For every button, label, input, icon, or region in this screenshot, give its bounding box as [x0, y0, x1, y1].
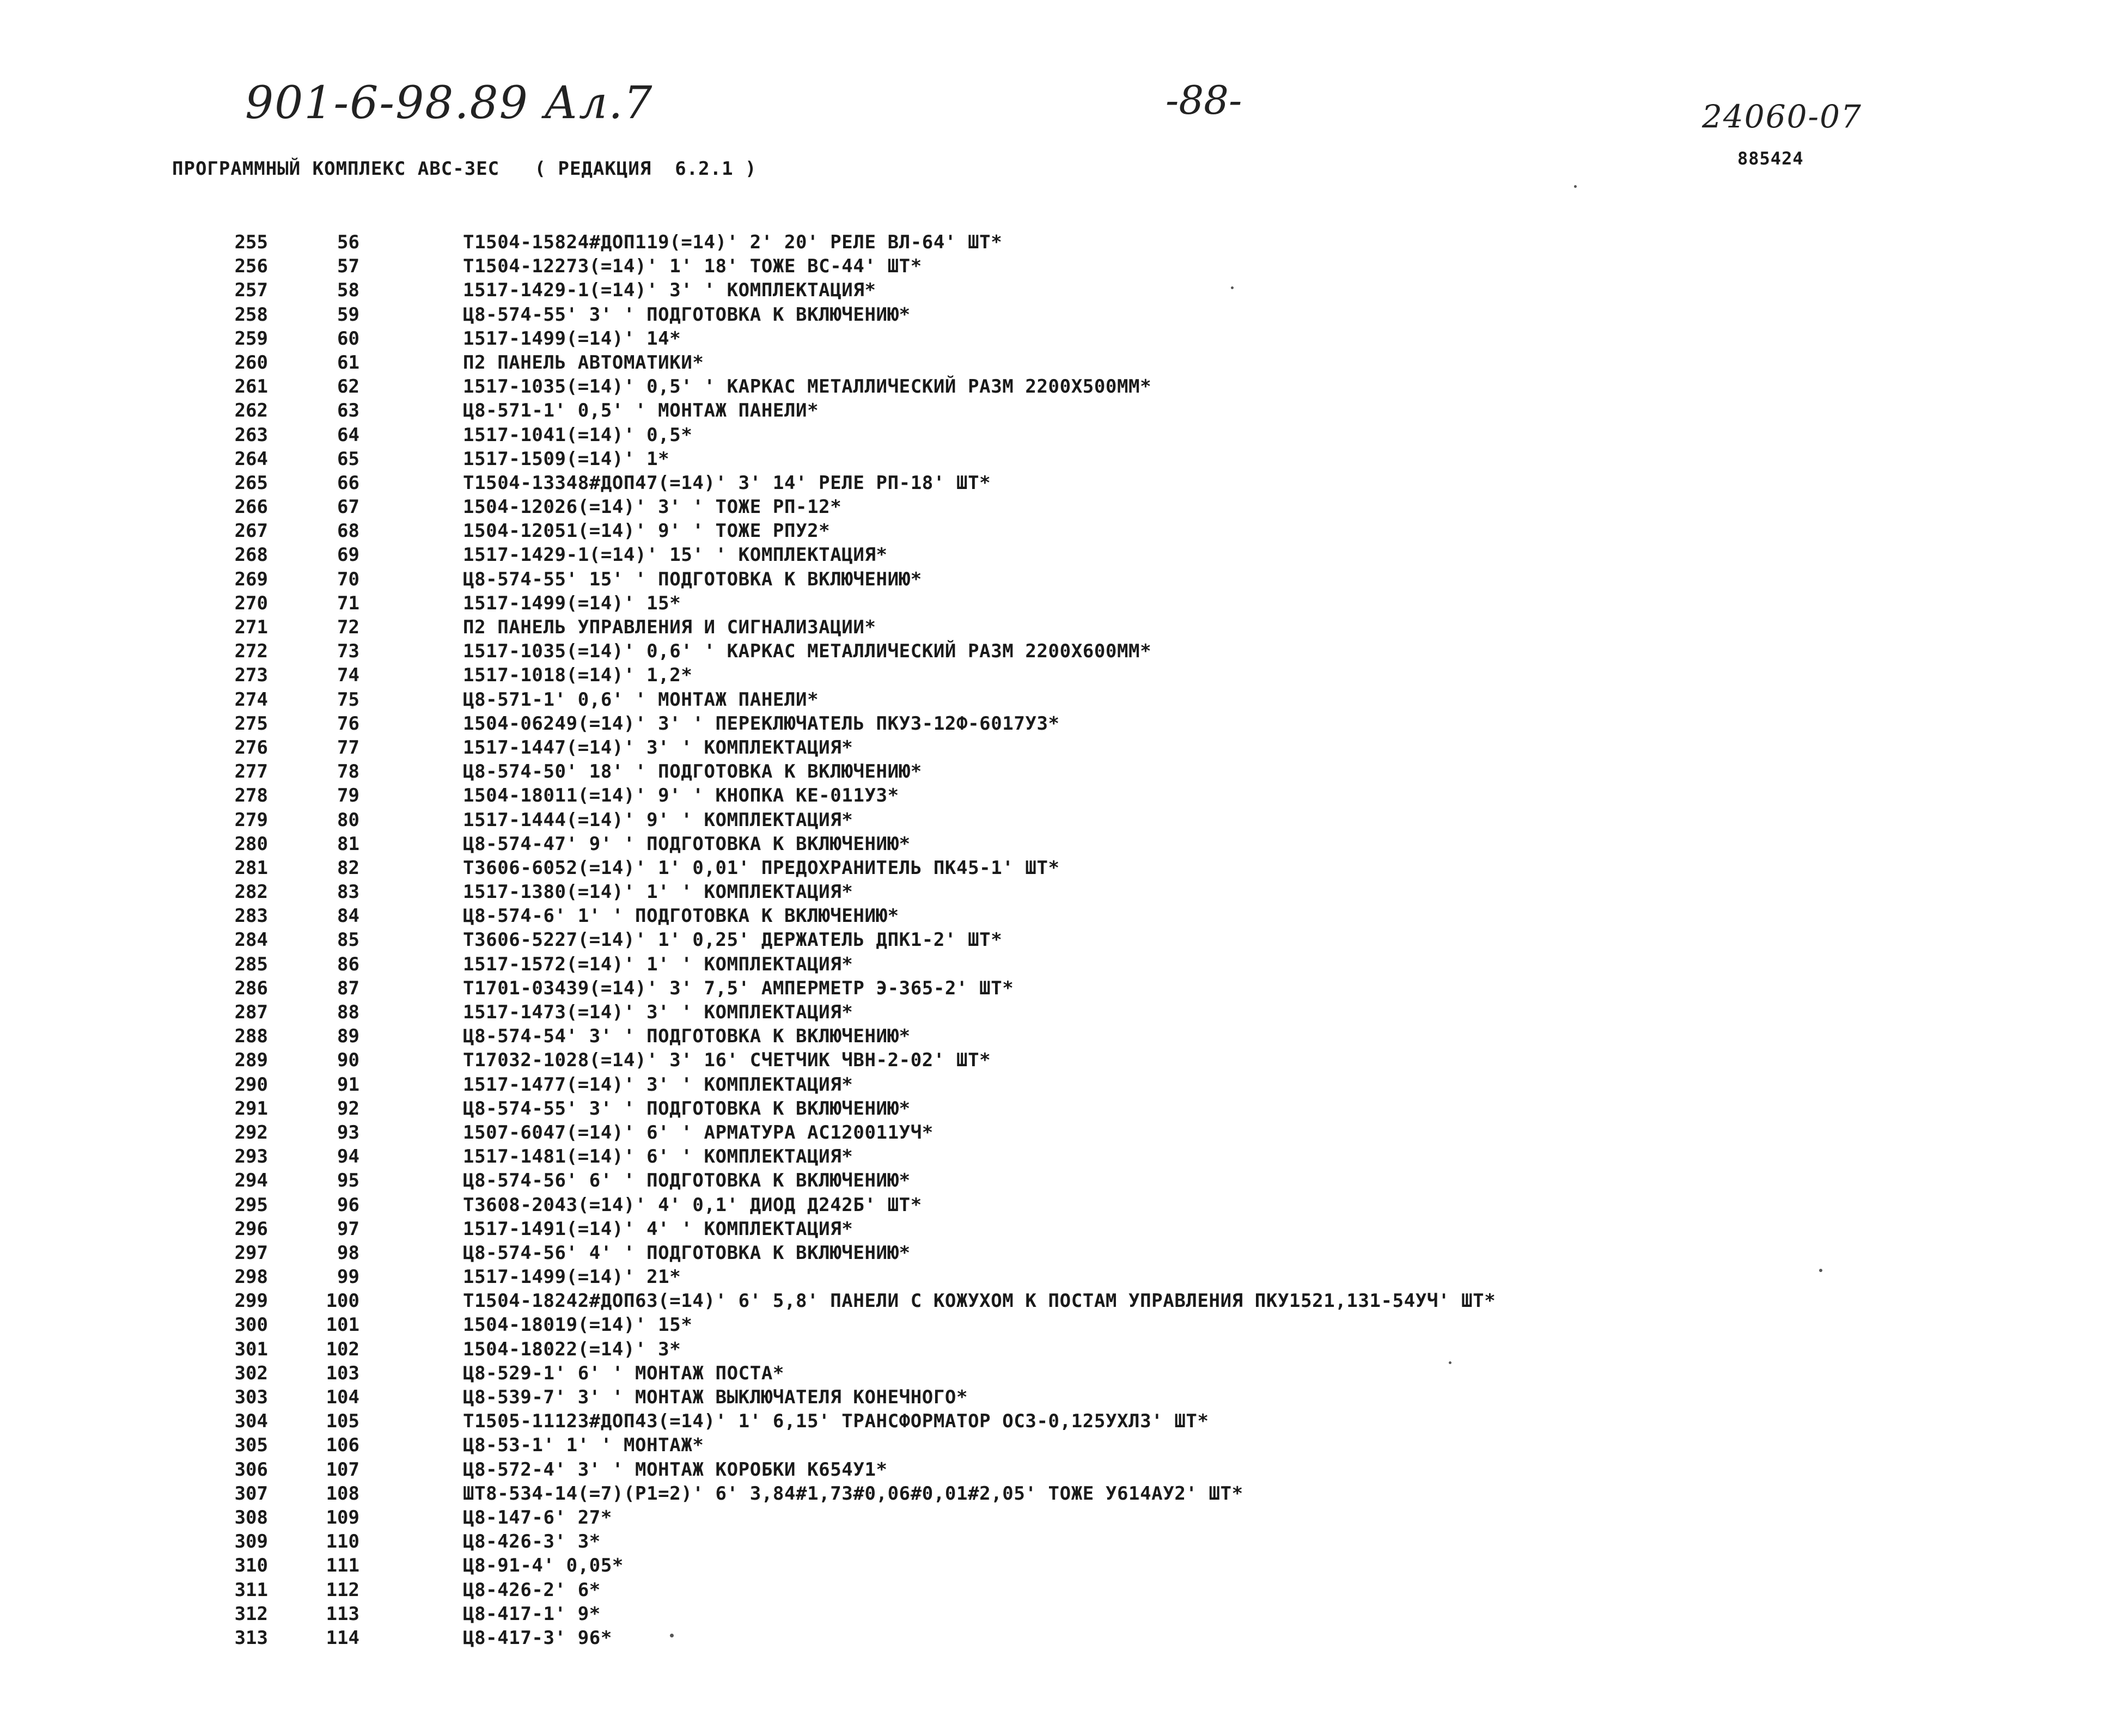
print-speck [1819, 1269, 1822, 1272]
row-sequence: 93 [337, 1121, 359, 1144]
row-sequence: 62 [337, 376, 359, 398]
row-text: Ц8-571-1' 0,5' ' МОНТАЖ ПАНЕЛИ* [463, 400, 819, 422]
listing-row [0, 1193, 2123, 1217]
listing-row [0, 832, 2123, 856]
row-text: Т1504-18242#ДОП63(=14)' 6' 5,8' ПАНЕЛИ С КОЖУХОМ К ПОСТАМ УПРАВЛЕНИЯ ПКУ1521,131-54УЧ' ШТ* [463, 1290, 1496, 1312]
listing-row [0, 1024, 2123, 1048]
listing-row [0, 1482, 2123, 1506]
listing-row [0, 688, 2123, 712]
row-text: 1517-1041(=14)' 0,5* [463, 424, 693, 446]
row-sequence: 61 [337, 351, 359, 374]
row-sequence: 88 [337, 1001, 359, 1023]
row-sequence: 94 [337, 1146, 359, 1168]
row-number: 267 [234, 520, 268, 542]
row-sequence: 85 [337, 929, 359, 951]
row-sequence: 75 [337, 688, 359, 711]
row-text: Ц8-574-56' 6' ' ПОДГОТОВКА К ВКЛЮЧЕНИЮ* [463, 1170, 911, 1192]
row-number: 289 [234, 1049, 268, 1072]
row-number: 265 [234, 472, 268, 494]
row-text: 1504-18022(=14)' 3* [463, 1338, 681, 1360]
row-number: 281 [234, 857, 268, 879]
row-sequence: 74 [337, 664, 359, 687]
row-text: Т3608-2043(=14)' 4' 0,1' ДИОД Д242Б' ШТ* [463, 1194, 922, 1216]
row-sequence: 111 [326, 1555, 359, 1577]
row-number: 258 [234, 303, 268, 326]
row-sequence: 95 [337, 1170, 359, 1192]
row-text: 1517-1018(=14)' 1,2* [463, 664, 693, 687]
row-number: 293 [234, 1146, 268, 1168]
row-number: 273 [234, 664, 268, 687]
row-sequence: 67 [337, 496, 359, 518]
row-text: 1517-1429-1(=14)' 15' ' КОМПЛЕКТАЦИЯ* [463, 544, 888, 566]
row-number: 311 [234, 1579, 268, 1601]
row-text: Т3606-6052(=14)' 1' 0,01' ПРЕДОХРАНИТЕЛЬ ПК45-1' ШТ* [463, 857, 1060, 879]
row-text: 1517-1035(=14)' 0,5' ' КАРКАС МЕТАЛЛИЧЕСКИЙ РАЗМ 2200Х500ММ* [463, 376, 1152, 398]
listing-row [0, 375, 2123, 399]
row-sequence: 86 [337, 953, 359, 975]
listing-row [0, 1241, 2123, 1265]
row-text: Т1701-03439(=14)' 3' 7,5' АМПЕРМЕТР Э-365-2' ШТ* [463, 977, 1014, 999]
row-text: П2 ПАНЕЛЬ АВТОМАТИКИ* [463, 351, 704, 374]
row-text: 1517-1380(=14)' 1' ' КОМПЛЕКТАЦИЯ* [463, 881, 853, 903]
listing-row [0, 1121, 2123, 1145]
row-text: Ц8-572-4' 3' ' МОНТАЖ КОРОБКИ К654У1* [463, 1458, 888, 1481]
listing-row [0, 471, 2123, 495]
program-title: ПРОГРАММНЫЙ КОМПЛЕКС АВС-ЗЕС ( РЕДАКЦИЯ 6.2.1 ) [172, 158, 757, 180]
listing-row [0, 712, 2123, 736]
row-number: 310 [234, 1555, 268, 1577]
row-text: Т1505-11123#ДОП43(=14)' 1' 6,15' ТРАНСФОРМАТОР ОСЗ-0,125УХЛ3' ШТ* [463, 1410, 1209, 1433]
row-number: 280 [234, 833, 268, 855]
row-sequence: 98 [337, 1242, 359, 1264]
row-sequence: 106 [326, 1434, 359, 1457]
listing-row [0, 976, 2123, 1000]
row-number: 287 [234, 1001, 268, 1023]
row-sequence: 80 [337, 809, 359, 831]
listing-row [0, 1313, 2123, 1337]
row-number: 294 [234, 1170, 268, 1192]
listing-row [0, 351, 2123, 375]
handwritten-sheet-code: 24060-07 [1702, 98, 1862, 135]
row-text: Ц8-91-4' 0,05* [463, 1555, 624, 1577]
row-sequence: 68 [337, 520, 359, 542]
row-text: Ц8-426-2' 6* [463, 1579, 601, 1601]
listing-row [0, 1169, 2123, 1193]
listing-row [0, 327, 2123, 351]
row-text: Ц8-574-54' 3' ' ПОДГОТОВКА К ВКЛЮЧЕНИЮ* [463, 1025, 911, 1048]
row-number: 261 [234, 376, 268, 398]
row-text: Ц8-417-3' 96* [463, 1627, 612, 1649]
listing-row [0, 1217, 2123, 1241]
row-text: 1507-6047(=14)' 6' ' АРМАТУРА АС120011УЧ* [463, 1121, 934, 1144]
row-text: Ц8-571-1' 0,6' ' МОНТАЖ ПАНЕЛИ* [463, 688, 819, 711]
listing-row [0, 615, 2123, 639]
row-number: 260 [234, 351, 268, 374]
listing-row [0, 1554, 2123, 1578]
row-text: Ц8-574-6' 1' ' ПОДГОТОВКА К ВКЛЮЧЕНИЮ* [463, 905, 899, 927]
row-number: 304 [234, 1410, 268, 1433]
print-speck [670, 1634, 674, 1637]
row-number: 255 [234, 231, 268, 253]
row-sequence: 92 [337, 1097, 359, 1120]
listing-row [0, 928, 2123, 952]
row-text: 1517-1473(=14)' 3' ' КОМПЛЕКТАЦИЯ* [463, 1001, 853, 1023]
row-sequence: 73 [337, 640, 359, 663]
row-number: 290 [234, 1073, 268, 1096]
row-sequence: 79 [337, 785, 359, 807]
row-text: ШТ8-534-14(=7)(Р1=2)' 6' 3,84#1,73#0,06#0,01#2,05' ТОЖЕ У614АУ2' ШТ* [463, 1482, 1243, 1505]
row-sequence: 109 [326, 1506, 359, 1529]
row-text: Ц8-574-55' 3' ' ПОДГОТОВКА К ВКЛЮЧЕНИЮ* [463, 303, 911, 326]
row-text: Т1504-12273(=14)' 1' 18' ТОЖЕ ВС-44' ШТ* [463, 255, 922, 278]
listing-row [0, 303, 2123, 327]
row-text: Ц8-574-47' 9' ' ПОДГОТОВКА К ВКЛЮЧЕНИЮ* [463, 833, 911, 855]
row-sequence: 71 [337, 592, 359, 614]
row-number: 301 [234, 1338, 268, 1360]
listing-row [0, 639, 2123, 663]
row-number: 270 [234, 592, 268, 614]
row-number: 309 [234, 1531, 268, 1553]
listing-row [0, 952, 2123, 976]
row-number: 297 [234, 1242, 268, 1264]
row-number: 279 [234, 809, 268, 831]
listing-row [0, 1530, 2123, 1554]
row-text: 1517-1035(=14)' 0,6' ' КАРКАС МЕТАЛЛИЧЕСКИЙ РАЗМ 2200Х600ММ* [463, 640, 1152, 663]
row-sequence: 78 [337, 761, 359, 783]
row-text: 1517-1509(=14)' 1* [463, 448, 670, 470]
row-text: 1504-18011(=14)' 9' ' КНОПКА КЕ-011У3* [463, 785, 899, 807]
row-sequence: 110 [326, 1531, 359, 1553]
row-number: 296 [234, 1218, 268, 1240]
print-speck [1449, 1361, 1451, 1364]
row-text: Ц8-574-50' 18' ' ПОДГОТОВКА К ВКЛЮЧЕНИЮ* [463, 761, 922, 783]
listing-row [0, 1073, 2123, 1097]
row-number: 257 [234, 279, 268, 302]
listing-row [0, 784, 2123, 808]
row-sequence: 82 [337, 857, 359, 879]
row-text: Т1504-13348#ДОП47(=14)' 3' 14' РЕЛЕ РП-18' ШТ* [463, 472, 991, 494]
row-sequence: 103 [326, 1362, 359, 1384]
row-number: 268 [234, 544, 268, 566]
listing-row [0, 1602, 2123, 1626]
row-number: 272 [234, 640, 268, 663]
listing-row [0, 1433, 2123, 1457]
listing-row [0, 1289, 2123, 1313]
row-sequence: 96 [337, 1194, 359, 1216]
listing-row [0, 1337, 2123, 1361]
row-text: 1517-1499(=14)' 21* [463, 1266, 681, 1288]
row-text: 1517-1499(=14)' 15* [463, 592, 681, 614]
row-number: 308 [234, 1506, 268, 1529]
row-sequence: 59 [337, 303, 359, 326]
row-sequence: 66 [337, 472, 359, 494]
listing-row [0, 543, 2123, 567]
listing-row [0, 1409, 2123, 1433]
row-sequence: 112 [326, 1579, 359, 1601]
row-sequence: 77 [337, 736, 359, 759]
row-text: Ц8-574-55' 3' ' ПОДГОТОВКА К ВКЛЮЧЕНИЮ* [463, 1097, 911, 1120]
listing-row [0, 567, 2123, 591]
row-number: 286 [234, 977, 268, 999]
listing [0, 230, 2123, 1650]
listing-row [0, 1000, 2123, 1024]
row-sequence: 102 [326, 1338, 359, 1360]
row-text: П2 ПАНЕЛЬ УПРАВЛЕНИЯ И СИГНАЛИЗАЦИИ* [463, 616, 876, 638]
row-number: 291 [234, 1097, 268, 1120]
row-number: 274 [234, 688, 268, 711]
row-sequence: 81 [337, 833, 359, 855]
row-number: 263 [234, 424, 268, 446]
row-number: 303 [234, 1386, 268, 1408]
row-sequence: 104 [326, 1386, 359, 1408]
listing-row [0, 1385, 2123, 1409]
listing-row [0, 1361, 2123, 1385]
row-sequence: 101 [326, 1314, 359, 1336]
row-number: 264 [234, 448, 268, 470]
print-speck [1231, 286, 1234, 289]
row-number: 283 [234, 905, 268, 927]
row-number: 302 [234, 1362, 268, 1384]
row-text: Ц8-529-1' 6' ' МОНТАЖ ПОСТА* [463, 1362, 784, 1384]
listing-row [0, 1626, 2123, 1650]
listing-row [0, 230, 2123, 254]
row-text: Ц8-53-1' 1' ' МОНТАЖ* [463, 1434, 704, 1457]
row-number: 292 [234, 1121, 268, 1144]
row-number: 312 [234, 1603, 268, 1625]
listing-row [0, 808, 2123, 832]
row-number: 276 [234, 736, 268, 759]
print-speck [1574, 185, 1577, 188]
listing-row [0, 1145, 2123, 1169]
listing-row [0, 519, 2123, 543]
row-text: Ц8-417-1' 9* [463, 1603, 601, 1625]
row-number: 266 [234, 496, 268, 518]
handwritten-document-code: 901-6-98.89 Ал.7 [245, 77, 654, 129]
listing-row [0, 447, 2123, 471]
row-sequence: 84 [337, 905, 359, 927]
listing-row [0, 423, 2123, 447]
header-number: 885424 [1737, 148, 1804, 169]
row-number: 307 [234, 1482, 268, 1505]
row-text: Т3606-5227(=14)' 1' 0,25' ДЕРЖАТЕЛЬ ДПК1-2' ШТ* [463, 929, 1003, 951]
row-number: 288 [234, 1025, 268, 1048]
listing-row [0, 1458, 2123, 1482]
listing-row [0, 254, 2123, 278]
listing-row [0, 663, 2123, 687]
row-text: 1517-1447(=14)' 3' ' КОМПЛЕКТАЦИЯ* [463, 736, 853, 759]
row-number: 285 [234, 953, 268, 975]
listing-row [0, 399, 2123, 423]
row-text: 1504-12051(=14)' 9' ' ТОЖЕ РПУ2* [463, 520, 831, 542]
listing-row [0, 760, 2123, 784]
listing-row [0, 1097, 2123, 1121]
row-sequence: 108 [326, 1482, 359, 1505]
row-text: 1517-1491(=14)' 4' ' КОМПЛЕКТАЦИЯ* [463, 1218, 853, 1240]
row-number: 305 [234, 1434, 268, 1457]
row-number: 262 [234, 400, 268, 422]
row-number: 278 [234, 785, 268, 807]
row-sequence: 90 [337, 1049, 359, 1072]
listing-row [0, 856, 2123, 880]
listing-row [0, 591, 2123, 615]
row-number: 306 [234, 1458, 268, 1481]
row-text: Ц8-574-56' 4' ' ПОДГОТОВКА К ВКЛЮЧЕНИЮ* [463, 1242, 911, 1264]
row-sequence: 114 [326, 1627, 359, 1649]
row-number: 299 [234, 1290, 268, 1312]
row-sequence: 57 [337, 255, 359, 278]
row-number: 256 [234, 255, 268, 278]
row-text: 1504-06249(=14)' 3' ' ПЕРЕКЛЮЧАТЕЛЬ ПКУ3-12Ф-6017У3* [463, 712, 1060, 735]
row-sequence: 83 [337, 881, 359, 903]
row-number: 295 [234, 1194, 268, 1216]
listing-row [0, 736, 2123, 760]
row-text: 1517-1429-1(=14)' 3' ' КОМПЛЕКТАЦИЯ* [463, 279, 876, 302]
row-sequence: 70 [337, 568, 359, 590]
row-number: 275 [234, 712, 268, 735]
row-text: Т1504-15824#ДОП119(=14)' 2' 20' РЕЛЕ ВЛ-64' ШТ* [463, 231, 1003, 253]
row-sequence: 100 [326, 1290, 359, 1312]
row-text: 1504-18019(=14)' 15* [463, 1314, 693, 1336]
row-sequence: 105 [326, 1410, 359, 1433]
row-number: 284 [234, 929, 268, 951]
row-number: 271 [234, 616, 268, 638]
row-number: 277 [234, 761, 268, 783]
row-text: Ц8-539-7' 3' ' МОНТАЖ ВЫКЛЮЧАТЕЛЯ КОНЕЧНОГО* [463, 1386, 968, 1408]
row-sequence: 69 [337, 544, 359, 566]
listing-row [0, 880, 2123, 904]
row-sequence: 91 [337, 1073, 359, 1096]
row-sequence: 58 [337, 279, 359, 302]
listing-row [0, 495, 2123, 519]
row-text: 1517-1572(=14)' 1' ' КОМПЛЕКТАЦИЯ* [463, 953, 853, 975]
row-sequence: 87 [337, 977, 359, 999]
row-number: 298 [234, 1266, 268, 1288]
row-sequence: 113 [326, 1603, 359, 1625]
listing-row [0, 1506, 2123, 1530]
row-sequence: 89 [337, 1025, 359, 1048]
row-text: Ц8-574-55' 15' ' ПОДГОТОВКА К ВКЛЮЧЕНИЮ* [463, 568, 922, 590]
row-text: 1517-1499(=14)' 14* [463, 327, 681, 350]
row-sequence: 63 [337, 400, 359, 422]
row-sequence: 72 [337, 616, 359, 638]
listing-row [0, 1578, 2123, 1602]
row-sequence: 99 [337, 1266, 359, 1288]
listing-row [0, 904, 2123, 928]
row-sequence: 107 [326, 1458, 359, 1481]
row-number: 282 [234, 881, 268, 903]
row-text: 1504-12026(=14)' 3' ' ТОЖЕ РП-12* [463, 496, 842, 518]
row-sequence: 64 [337, 424, 359, 446]
listing-row [0, 1048, 2123, 1072]
row-sequence: 56 [337, 231, 359, 253]
row-sequence: 97 [337, 1218, 359, 1240]
row-sequence: 65 [337, 448, 359, 470]
row-text: 1517-1477(=14)' 3' ' КОМПЛЕКТАЦИЯ* [463, 1073, 853, 1096]
row-text: Ц8-426-3' 3* [463, 1531, 601, 1553]
row-number: 300 [234, 1314, 268, 1336]
row-number: 269 [234, 568, 268, 590]
row-number: 259 [234, 327, 268, 350]
handwritten-page-number: -88- [1166, 77, 1242, 123]
listing-row [0, 1265, 2123, 1289]
row-sequence: 76 [337, 712, 359, 735]
row-text: Т17032-1028(=14)' 3' 16' СЧЕТЧИК ЧВН-2-02' ШТ* [463, 1049, 991, 1072]
row-text: 1517-1481(=14)' 6' ' КОМПЛЕКТАЦИЯ* [463, 1146, 853, 1168]
row-number: 313 [234, 1627, 268, 1649]
row-text: 1517-1444(=14)' 9' ' КОМПЛЕКТАЦИЯ* [463, 809, 853, 831]
listing-row [0, 278, 2123, 302]
row-text: Ц8-147-6' 27* [463, 1506, 612, 1529]
row-sequence: 60 [337, 327, 359, 350]
